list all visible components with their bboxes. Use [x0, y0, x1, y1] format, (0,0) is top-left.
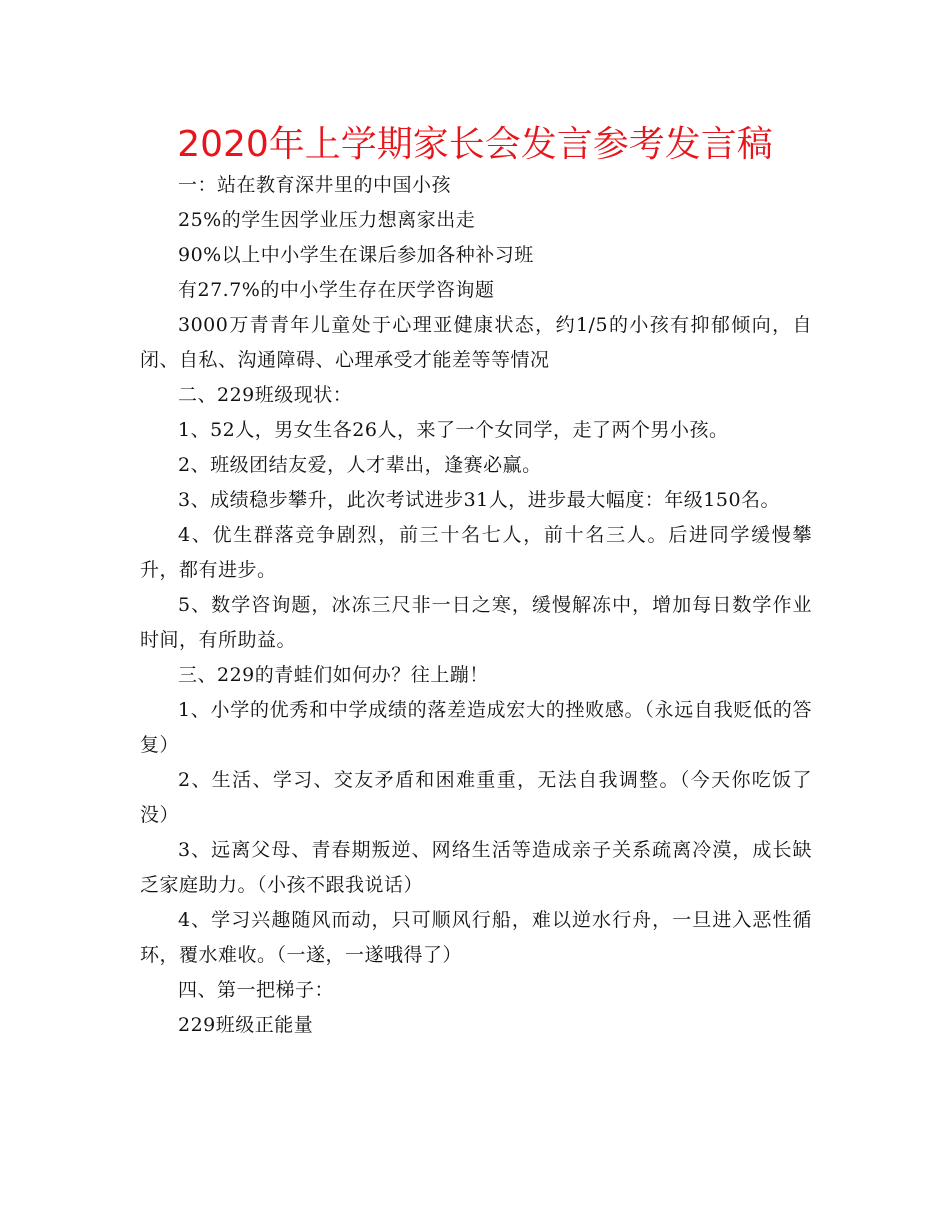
paragraph: 4、学习兴趣随风而动，只可顺风行船，难以逆水行舟，一旦进入恶性循环，覆水难收。（一遂，一遂哦得了） — [140, 909, 812, 966]
document-title: 2020年上学期家长会发言参考发言稿 — [177, 124, 773, 165]
paragraph: 90%以上中小学生在课后参加各种补习班 — [178, 244, 534, 266]
paragraph: 1、小学的优秀和中学成绩的落差造成宏大的挫败感。（永远自我贬低的答复） — [140, 699, 812, 756]
paragraph: 229班级正能量 — [178, 1014, 314, 1036]
paragraph: 25%的学生因学业压力想离家出走 — [178, 209, 476, 231]
paragraph: 5、数学咨询题，冰冻三尺非一日之寒，缓慢解冻中，增加每日数学作业时间，有所助益。 — [140, 594, 812, 651]
paragraph: 一：站在教育深井里的中国小孩 — [178, 174, 452, 196]
paragraph: 3000万青青年儿童处于心理亚健康状态，约1/5的小孩有抑郁倾向，自闭、自私、沟通障碍、心理承受才能差等等情况 — [140, 314, 812, 371]
paragraph: 1、52人，男女生各26人，来了一个女同学，走了两个男小孩。 — [178, 419, 729, 441]
paragraph: 2、班级团结友爱，人才辈出，逢赛必赢。 — [178, 454, 542, 476]
document-body — [140, 168, 812, 1043]
paragraph: 有27.7%的中小学生存在厌学咨询题 — [178, 279, 495, 301]
section-heading: 四、第一把梯子： — [178, 979, 335, 1001]
paragraph: 3、远离父母、青春期叛逆、网络生活等造成亲子关系疏离冷漠，成长缺乏家庭助力。（小孩不跟我说话） — [140, 839, 812, 896]
paragraph: 4、优生群落竞争剧烈，前三十名七人，前十名三人。后进同学缓慢攀升，都有进步。 — [140, 524, 812, 581]
section-heading: 二、229班级现状： — [178, 384, 353, 406]
paragraph: 2、生活、学习、交友矛盾和困难重重，无法自我调整。（今天你吃饭了没） — [140, 769, 812, 826]
section-heading: 三、229的青蛙们如何办？往上蹦！ — [178, 664, 489, 686]
paragraph: 3、成绩稳步攀升，此次考试进步31人，进步最大幅度：年级150名。 — [178, 489, 781, 511]
